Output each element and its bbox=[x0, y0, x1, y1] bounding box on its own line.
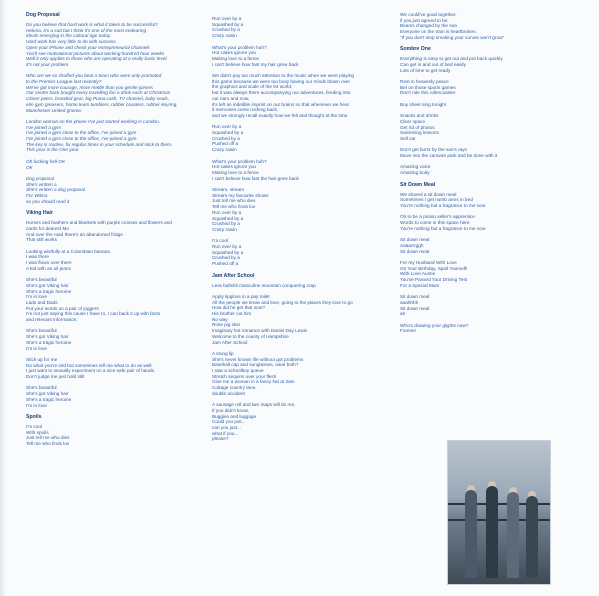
lyric-line: Everyone on the train is heartbroken. bbox=[400, 29, 477, 35]
lyric-line: Welcome to the county of Hampshire bbox=[212, 333, 289, 339]
lyric-line: I was flown over there bbox=[26, 260, 72, 266]
lyric-line: She's a tragic heroine bbox=[26, 288, 72, 294]
lyric-line: it memories come rushing back, bbox=[212, 107, 279, 113]
lyric-line: Sit down meal bbox=[400, 305, 430, 311]
lyric-line: She's a tragic heroine bbox=[26, 396, 72, 402]
lyric-line: Bet on those sports games bbox=[400, 84, 456, 90]
lyric-line: Well it only applies to those who are operating at a really basic level. bbox=[26, 56, 168, 62]
lyric-line: We've got more courage, more mettle than you gentle joiners. bbox=[26, 84, 154, 90]
lyric-line: but it was always there accompanying our adventures, feeding into bbox=[212, 90, 351, 96]
lyric-line: I'm not just saying this cause I have to, I can back it up with facts bbox=[26, 311, 161, 317]
lyric-line: Move into the caravan park and be done with it bbox=[400, 153, 498, 159]
lyric-line: Horses and feathers and blankets with purple crosses and flowers and bbox=[26, 220, 172, 226]
song-section-viking-hair bbox=[26, 210, 188, 408]
lyric-line: And over the road there's an abandoned fridge bbox=[26, 231, 123, 237]
lyric-line: You've Passed Your Driving Test bbox=[400, 277, 468, 283]
lyric-line: With Love Auntie bbox=[400, 271, 436, 277]
lyric-line: She's beautiful bbox=[26, 328, 57, 334]
photo-person-3 bbox=[507, 492, 519, 578]
lyric-line: What's your problem huh? bbox=[212, 44, 267, 50]
lyric-line: That still works bbox=[26, 237, 57, 243]
lyric-line: to the Premier League last recently? bbox=[26, 79, 102, 85]
lyric-line: double accident bbox=[212, 390, 245, 396]
song-section-sit-down-meal bbox=[400, 182, 575, 335]
lyric-line: it's left an indelible imprint on our brains so that whenever we hear bbox=[212, 101, 350, 107]
lyric-line: Rose pig skin bbox=[212, 322, 241, 328]
lyric-line: Squashed by a bbox=[212, 249, 244, 255]
lyric-line: A sausage roll and two maps will do me, bbox=[212, 402, 296, 408]
lyric-line: Dog proposal bbox=[26, 175, 54, 181]
lyric-line: She's written a bbox=[26, 181, 57, 187]
lyric-line: On Your Birthday, Spoil Yourself! bbox=[400, 265, 468, 271]
song-section-spoils bbox=[26, 414, 188, 447]
lyric-line: Forever bbox=[400, 328, 417, 334]
lyric-line: this game because we were too busy having our minds blown over bbox=[212, 78, 351, 84]
song-title: Dog Proposal bbox=[26, 12, 60, 18]
lyric-line: This year is the One year. bbox=[26, 147, 80, 153]
lyric-line: The key is routine, fix regular times in your schedule and stick to them. bbox=[26, 141, 173, 147]
lyric-line: What's your problem huh? bbox=[212, 158, 267, 164]
lyric-line: Stick up for me bbox=[26, 356, 58, 362]
lyric-line: our ears and now, bbox=[212, 95, 250, 101]
lyric-line: Crushed by a bbox=[212, 221, 240, 227]
lyric-line: She's got Viking hair bbox=[26, 391, 69, 397]
lyric-line: Our centre back bought every travelling fan a drink each at Christmas bbox=[26, 90, 171, 96]
lyric-line: Less bullshit masculine mountain conquering crap bbox=[212, 282, 316, 288]
lyric-line: Cottage country lane, bbox=[212, 385, 257, 391]
lyric-line: can you just... bbox=[212, 425, 241, 431]
song-title: Sombre One bbox=[400, 46, 431, 53]
lyric-line: Swimming lessons bbox=[400, 130, 439, 136]
lyric-line: Lots of time to get ready bbox=[400, 67, 451, 73]
lyric-line: With spoils bbox=[26, 429, 49, 435]
lyric-line: Don't get burnt by the sun's rays bbox=[400, 147, 467, 153]
lyric-line: I'm cool bbox=[26, 423, 43, 429]
song-section-column2-0 bbox=[212, 16, 382, 267]
song-title: Spoils bbox=[26, 413, 42, 420]
photo-person-1 bbox=[465, 490, 477, 578]
lyric-line: I just want to sexually experiment on a nice safe pair of hands. bbox=[26, 368, 156, 374]
lyric-line: Amazing body bbox=[400, 170, 430, 176]
lyric-line: ah bbox=[400, 311, 406, 317]
lyric-line: Pushed off a bbox=[212, 141, 239, 147]
lyric-line: aaahhhh bbox=[400, 299, 419, 305]
lyric-line: She's got Viking hair bbox=[26, 282, 69, 288]
lyrics-column-1 bbox=[26, 12, 188, 452]
lyric-line: Squashed by a bbox=[212, 130, 244, 136]
lyric-line: Rest in heavenly peace bbox=[400, 79, 449, 84]
lyric-line: Stretch sequins over your flesh bbox=[212, 373, 277, 379]
lyrics-column-2 bbox=[212, 16, 382, 448]
lyric-line: Don't judge me just hold still. bbox=[26, 374, 86, 380]
lyric-line: Crazy raisin bbox=[212, 33, 237, 39]
lyric-line: I've joined a gym close to the office, I've joined a gym bbox=[26, 130, 137, 136]
lyric-line: Crazy raisin bbox=[212, 226, 237, 232]
lyric-line: if you just agreed to be bbox=[400, 17, 448, 23]
lyric-line: For a Special Mum bbox=[400, 282, 440, 288]
lyric-line: Run over by a bbox=[212, 209, 242, 215]
lyric-line: Words to come in this space here bbox=[400, 220, 470, 226]
lyric-line: Get rid of photos bbox=[400, 124, 435, 130]
lyric-line: Hot cakes ignore you bbox=[212, 164, 257, 170]
lyric-line: Tell me who finds luv bbox=[26, 441, 70, 447]
lyric-line: Squashed by a bbox=[212, 21, 244, 27]
lyric-line: London woman on the phone I've just started working in London. bbox=[26, 118, 161, 124]
lyric-line: Sit down meal bbox=[400, 237, 430, 243]
lyric-line: please? bbox=[212, 436, 229, 442]
song-section-dog-proposal bbox=[26, 12, 188, 204]
lyric-line: so you should read it bbox=[26, 198, 70, 204]
lyric-line: You're nothing but a fragrance to me now bbox=[400, 225, 486, 231]
lyric-line: Baseball cap and sunglasses, wear both? bbox=[212, 362, 299, 368]
lyric-line: Clear space bbox=[400, 118, 426, 124]
lyric-line: OK bbox=[26, 164, 33, 170]
lyric-line: cards for dearest Mo bbox=[26, 225, 69, 231]
lyric-line: Buy sheet sing tonight bbox=[400, 101, 447, 107]
lyric-line: I've joined a gym bbox=[26, 124, 62, 130]
lyric-line: Put your words on a pair of joggers bbox=[26, 305, 99, 311]
lyric-line: Hot cakes ignore you bbox=[212, 50, 257, 56]
lyric-line: His brother cut him bbox=[212, 311, 252, 317]
band-photo bbox=[447, 440, 551, 585]
lyric-line: No way bbox=[212, 316, 228, 322]
lyric-line: Apply lipgloss in a pay toilet bbox=[212, 293, 270, 299]
paper-edge-shadow bbox=[0, 0, 6, 596]
lyric-line: How did he get that scar? bbox=[212, 305, 266, 311]
lyric-line: We shared a sit down meal bbox=[400, 191, 457, 197]
lyric-line: Aaaarrrggh bbox=[400, 242, 424, 248]
song-section-sombre-one bbox=[400, 46, 575, 176]
lyric-line: I've joined a gym close to the office, I've joined a gym. bbox=[26, 136, 138, 142]
lyric-line: Oh to be a potion seller's apprentice bbox=[400, 214, 475, 220]
lyric-line: I was there bbox=[26, 254, 49, 260]
lyric-line: Run over by a bbox=[212, 16, 242, 21]
lyric-line: Looking wistfully at a Colombian banana bbox=[26, 248, 110, 254]
lyric-line: elm gym greasers, home team tumblers, rubber coasters, rubber keyring, bbox=[26, 101, 178, 107]
lyric-line: You're nothing but a fragrance to me now bbox=[400, 202, 486, 208]
lyric-line: ideals emerging in the cultural age today. bbox=[26, 33, 112, 39]
lyric-line: Closer peers, branded gear, big Puma cash, TV channel, baby seals, bbox=[26, 96, 170, 102]
lyric-line: Crazy raisin bbox=[212, 147, 237, 153]
song-section-jam-after-school bbox=[212, 273, 382, 443]
lyric-line: I'm in love bbox=[26, 345, 47, 351]
lyric-line: Lads and Dads bbox=[26, 299, 58, 305]
lyric-line: We could've good together, bbox=[400, 12, 457, 17]
lyrics-column-3 bbox=[400, 12, 575, 340]
lyric-line: She's beautiful bbox=[26, 385, 57, 391]
lyric-line: A kid with an oil jeans bbox=[26, 265, 71, 271]
lyric-line: Tell me who finds luv bbox=[212, 204, 256, 210]
lyric-line: Oh fucking hell OK bbox=[26, 158, 66, 164]
lyric-line: and we strongly recall exactly how we felt and thought at the time. bbox=[212, 112, 349, 118]
song-title: Jam After School bbox=[212, 272, 255, 279]
song-title: Sit Down Meal bbox=[400, 181, 436, 188]
lyric-line: Give me a woman in a fancy hat at 2am bbox=[212, 379, 295, 385]
lyric-line: Crushed by a bbox=[212, 135, 240, 141]
lyric-line: Do you believe that hard work is what it takes to be successful? bbox=[26, 22, 158, 27]
lyric-line: Don't ride this rollercoaster bbox=[400, 90, 456, 96]
lyric-line: She's never known life without got problems bbox=[212, 356, 304, 362]
lyric-line: Helena, it's a sad but I think it's one of the most endearing bbox=[26, 27, 147, 33]
lyric-line: Snacks and drinks bbox=[400, 113, 439, 119]
lyric-line: She's got Viking hair bbox=[26, 334, 69, 340]
lyric-line: Stream, stream bbox=[212, 187, 245, 193]
lyric-line: Open your iPhone and check your entrepreneurial channels bbox=[26, 44, 150, 50]
lyric-line: Run over by a bbox=[212, 244, 242, 250]
lyric-line: Could you just... bbox=[212, 419, 246, 425]
lyric-line: I can't believe how fast my hair grew back bbox=[212, 61, 299, 67]
lyric-line: Do what you're told but sometimes tell me what to do as well. bbox=[26, 362, 153, 368]
lyric-line: A stung lip bbox=[212, 350, 234, 356]
lyric-line: If you didn't know, bbox=[212, 407, 250, 413]
lyric-line: Manchester United gnome. bbox=[26, 107, 83, 113]
photo-person-4 bbox=[526, 496, 538, 578]
lyric-line: Making love to a fence bbox=[212, 169, 259, 175]
lyric-line: Making love to a fence bbox=[212, 55, 259, 61]
lyric-line: You'll see motivational pictures about working hundred hour weeks bbox=[26, 50, 165, 56]
lyric-line: Just tell me who dies bbox=[212, 198, 256, 204]
lyric-line: what if you... bbox=[212, 430, 239, 436]
lyric-line: Crushed by a bbox=[212, 27, 240, 33]
lyric-line: I saw a schoolboy queue bbox=[212, 368, 264, 374]
lyric-line: Who's drawing your glyphs now? bbox=[400, 322, 469, 328]
lyric-line: Run over by a bbox=[212, 124, 242, 130]
lyric-line: For Wilma bbox=[26, 193, 48, 199]
lyric-line: Jam After School bbox=[212, 339, 248, 345]
lyric-line: and relevant information. bbox=[26, 317, 78, 323]
lyric-line: Pushed off a bbox=[212, 261, 239, 267]
song-title: Viking Hair bbox=[26, 210, 54, 217]
lyric-line: Amazing voice bbox=[400, 164, 431, 170]
lyric-line: Sell car bbox=[400, 136, 416, 141]
lyric-line: Imaginary hot romance with Daniel Day Lewis bbox=[212, 328, 308, 334]
lyric-line: Just tell me who dies bbox=[26, 435, 70, 441]
lyric-line: All the people we know and love, going to the places they love to go bbox=[212, 299, 353, 305]
lyric-line: Squashed by a bbox=[212, 215, 244, 221]
lyric-line: We didn't pay too much attention to the music when we were playing bbox=[212, 73, 355, 78]
lyric-line: Sit down meal bbox=[400, 294, 430, 300]
lyric-line: For my Husband With Love bbox=[400, 259, 457, 265]
photo-person-2 bbox=[486, 486, 498, 578]
lyric-line: She's a tragic heroine bbox=[26, 339, 72, 345]
lyric-line: Sit down meal bbox=[400, 248, 430, 254]
lyric-line: Buggies and luggage bbox=[212, 413, 257, 419]
lyric-line: Everything is easy to get out and put back quickly bbox=[400, 56, 503, 62]
lyric-line: She's written a dog proposal bbox=[26, 187, 86, 193]
lyric-line: I'm in love bbox=[26, 294, 47, 300]
lyric-line: Sometimes I get numb arms in bed bbox=[400, 197, 473, 203]
song-section-column3-0 bbox=[400, 12, 575, 41]
lyric-line: I'm in love bbox=[26, 402, 47, 408]
lyric-line: Who are we so chuffed you beat a team who were only promoted bbox=[26, 73, 162, 79]
lyric-line: Can get in and out of bed easily bbox=[400, 61, 466, 67]
lyric-line: the graphics and scale of the 64 world, bbox=[212, 84, 293, 90]
lyric-line: I'm cool bbox=[212, 238, 229, 244]
lyric-line: Stream my favourite shows bbox=[212, 192, 269, 198]
lyric-line: Crushed by a bbox=[212, 255, 240, 261]
lyric-line: She's beautiful bbox=[26, 277, 57, 283]
lyric-line: It's not your problem. bbox=[26, 61, 70, 67]
lyric-line: I can't believe how fast the hair grew back bbox=[212, 175, 299, 181]
lyric-line: Beams changed by the sea bbox=[400, 23, 457, 29]
lyric-line: Hard work has very little to do with success. bbox=[26, 39, 117, 45]
lyric-line: "If you don't stop smoking your curves won't grow" bbox=[400, 34, 505, 40]
